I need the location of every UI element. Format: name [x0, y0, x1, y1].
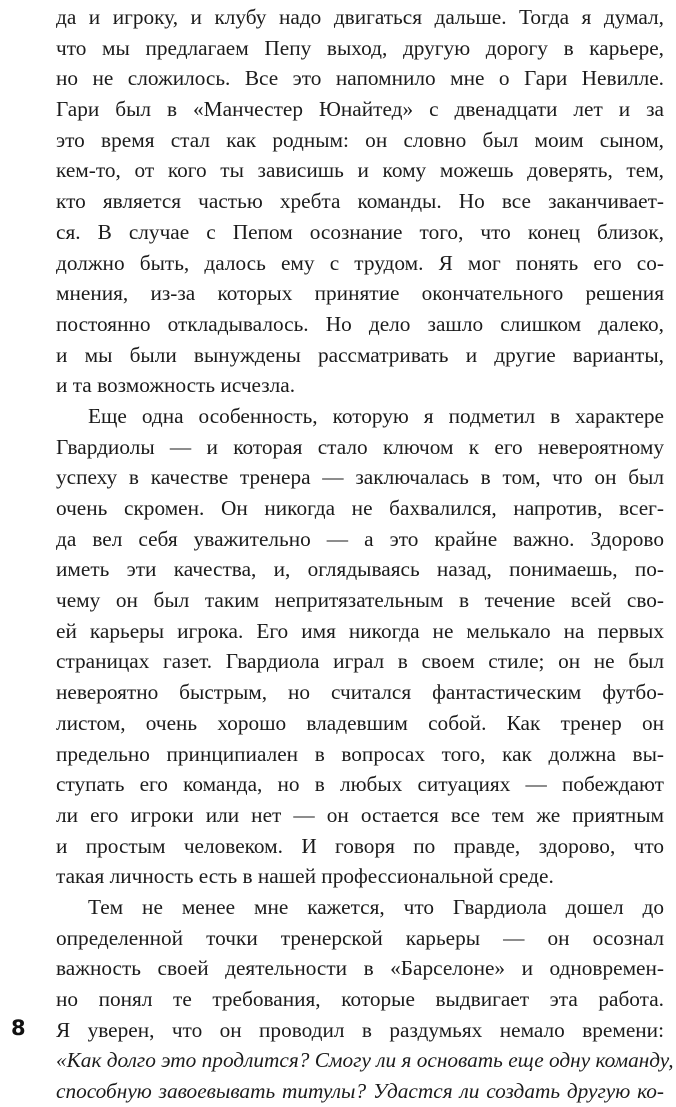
text-line: ступать его команда, но в любых ситуациях — побеждают — [56, 772, 664, 797]
text-line: мнения, из-за которых принятие окончательного решения — [56, 281, 664, 306]
text-line: невероятно быстрым, но считался фантастическим футбо- — [56, 680, 664, 705]
text-line: такая личность есть в нашей профессиональной среде. — [56, 864, 554, 889]
text-line: чему он был таким непритязательным в течение всей сво- — [56, 588, 664, 613]
text-line: но не сложилось. Все это напомнило мне о Гари Невилле. — [56, 66, 664, 91]
text-line: определенной точки тренерской карьеры — он осознал — [56, 925, 664, 950]
text-line: но понял те требования, которые выдвигает эта работа. — [56, 987, 664, 1011]
text-line: важность своей деятельности в «Барселоне» и одновремен- — [56, 956, 664, 981]
text-line: что мы предлагаем Пепу выход, другую дорогу в карьере, — [56, 35, 664, 60]
paragraph-2 — [56, 401, 664, 892]
book-page-text — [56, 2, 674, 1107]
text-line: предельно принципиален в вопросах того, как должна вы- — [56, 741, 664, 766]
text-line: иметь эти качества, и, оглядываясь назад, понимаешь, по- — [56, 557, 664, 582]
text-line: кто является частью хребта команды. Но все заканчивает- — [56, 189, 664, 214]
text-line: да и игроку, и клубу надо двигаться дальше. Тогда я думал, — [56, 5, 664, 29]
text-line: должно быть, далось ему с трудом. Я мог понять его со- — [56, 250, 664, 275]
text-line: листом, очень хорошо владевшим собой. Как тренер он — [56, 710, 664, 735]
text-line: Гвардиолы — и которая стало ключом к его невероятному — [56, 434, 664, 459]
text-line: очень скромен. Он никогда не бахвалился, напротив, всег- — [56, 496, 664, 520]
text-line: Я уверен, что он проводил в раздумьях немало времени: — [56, 1017, 664, 1042]
text-line: Еще одна особенность, которую я подметил в характере — [88, 403, 664, 428]
text-line: Тем не менее мне кажется, что Гвардиола дошел до — [88, 894, 664, 919]
page-number: 8 — [11, 1016, 26, 1040]
text-line: и простым человеком. И говоря по правде, здорово, что — [56, 833, 664, 858]
text-line: и мы были вынуждены рассматривать и другие варианты, — [56, 342, 664, 367]
text-line: кем-то, от кого ты зависишь и кому можешь доверять, тем, — [56, 158, 664, 183]
text-line: постоянно откладывалось. Но дело зашло слишком далеко, — [56, 311, 664, 336]
text-line: ли его игроки или нет — он остается все тем же приятным — [56, 802, 664, 827]
text-line: ей карьеры игрока. Его имя никогда не мелькало на первых — [56, 618, 664, 643]
text-line: Гари был в «Манчестер Юнайтед» с двенадцати лет и за — [56, 97, 664, 122]
text-line: ся. В случае с Пепом осознание того, что конец близок, — [56, 219, 664, 244]
text-line: это время стал как родным: он словно был моим сыном, — [56, 127, 664, 152]
text-line: и та возможность исчезла. — [56, 373, 296, 398]
paragraph-3 — [56, 892, 674, 1107]
text-line: страницах газет. Гвардиола играл в своем стиле; он не был — [56, 649, 664, 674]
italic-quote-line: способную завоевывать титулы? Удастся ли создать другую ко- — [56, 1079, 664, 1104]
italic-quote-line: «Как долго это продлится? Смогу ли я основать еще одну команду, — [56, 1048, 674, 1073]
paragraph-1 — [56, 2, 664, 401]
text-line: успеху в качестве тренера — заключалась в том, что он был — [56, 465, 664, 490]
text-line: да вел себя уважительно — а это крайне важно. Здорово — [56, 526, 664, 551]
